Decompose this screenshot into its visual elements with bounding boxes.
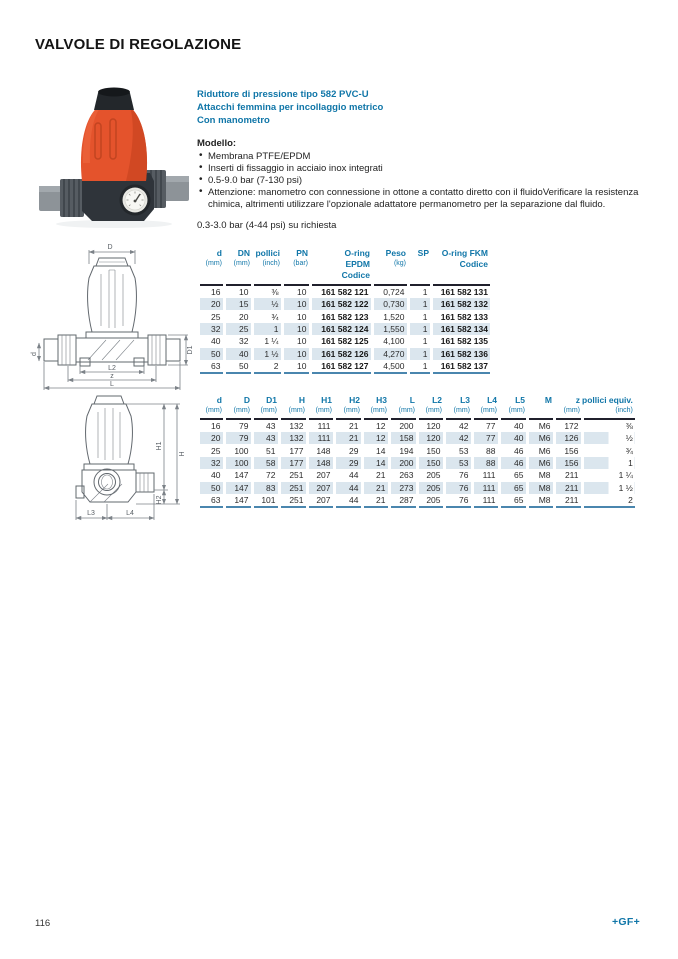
table-cell: 44: [334, 482, 362, 494]
column-header: d (mm): [200, 248, 224, 285]
table-row: [200, 298, 490, 310]
table-cell: 161 582 121: [310, 285, 372, 298]
table-cell: 111: [307, 419, 334, 432]
table-cell: 76: [444, 469, 472, 481]
table-cell: 14: [362, 444, 389, 456]
column-header: O-ring EPDM Codice: [310, 248, 372, 285]
dim-label-D: D: [107, 244, 113, 251]
product-heading-line-2: Attacchi femmina per incollaggio metrico: [197, 102, 384, 113]
table-cell: 10: [282, 360, 310, 373]
table-cell: 111: [472, 482, 499, 494]
table-cell: 10: [282, 310, 310, 322]
table-cell: 1: [408, 323, 431, 335]
table-cell: ½: [582, 432, 635, 444]
table-cell: 251: [279, 482, 307, 494]
dim-label-D1: D1: [187, 345, 194, 355]
table-cell: 20: [200, 432, 224, 444]
table-cell: 207: [307, 482, 334, 494]
table-cell: M6: [527, 432, 554, 444]
table-cell: 10: [224, 285, 252, 298]
table-cell: 53: [444, 457, 472, 469]
table-cell: 25: [211, 311, 221, 322]
table-cell: 161 582 127: [310, 360, 372, 373]
table-cell: 10: [282, 335, 310, 347]
table-cell: 161 582 135: [431, 335, 490, 347]
table-cell: 15: [224, 298, 252, 310]
table-cell: 205: [417, 482, 444, 494]
table-cell: 42: [444, 419, 472, 432]
table-cell: 158: [389, 432, 417, 444]
column-header: z (mm): [554, 395, 582, 419]
table-cell: 111: [472, 469, 499, 481]
table-cell: 2: [252, 360, 282, 373]
table-cell: 287: [389, 494, 417, 507]
dim-label-H2: H2: [156, 495, 163, 505]
table-cell: 16: [211, 287, 221, 297]
table-cell: 207: [307, 469, 334, 481]
table-row: [200, 419, 635, 432]
column-header: H (mm): [279, 395, 307, 419]
model-bullet-list: [197, 151, 645, 211]
table-cell: 40: [499, 419, 527, 432]
column-header: DN (mm): [224, 248, 252, 285]
table-cell: 76: [444, 494, 472, 507]
table-cell: 194: [389, 444, 417, 456]
table-cell: M6: [527, 444, 554, 456]
table-cell: 161 582 126: [310, 348, 372, 360]
table-cell: 161 582 132: [431, 298, 490, 310]
table-cell: 14: [362, 457, 389, 469]
table-cell: M6: [527, 419, 554, 432]
table-cell: 43: [252, 432, 279, 444]
table-cell: 20: [200, 298, 224, 310]
table-cell: 161 582 122: [310, 298, 372, 310]
table-cell: 1: [252, 323, 282, 335]
technical-drawing-side-view: [30, 388, 196, 528]
table-cell: 1: [408, 310, 431, 322]
table-cell: 161 582 137: [431, 360, 490, 373]
table-cell: 29: [334, 457, 362, 469]
table-row: [200, 469, 635, 481]
table-cell: 150: [417, 457, 444, 469]
table-cell: 111: [472, 494, 499, 507]
table-cell: 1: [408, 360, 431, 373]
table-cell: 40: [211, 336, 221, 347]
bullet-item: • Membrana PTFE/EPDM: [197, 151, 645, 163]
table-cell: 0,730: [372, 298, 408, 310]
table-cell: 76: [444, 482, 472, 494]
table-cell: 1: [408, 335, 431, 347]
table-cell: 12: [362, 432, 389, 444]
table-cell: 100: [224, 444, 252, 456]
column-header: PN (bar): [282, 248, 310, 285]
table-cell: ⅜: [582, 419, 635, 432]
column-header: D (mm): [224, 395, 252, 419]
column-header: L (mm): [389, 395, 417, 419]
table-cell: 148: [307, 444, 334, 456]
table-cell: 200: [389, 419, 417, 432]
table-row: [200, 482, 635, 494]
table-cell: 200: [389, 457, 417, 469]
table-cell: 77: [472, 419, 499, 432]
table-cell: 16: [211, 421, 221, 431]
table-cell: 273: [389, 482, 417, 494]
table-cell: M8: [527, 482, 554, 494]
table-cell: 161 582 124: [310, 323, 372, 335]
column-header: L3 (mm): [444, 395, 472, 419]
page-title: VALVOLE DI REGOLAZIONE: [35, 36, 242, 53]
table-cell: 1: [408, 348, 431, 360]
table-cell: M8: [527, 469, 554, 481]
table-cell: 63: [200, 360, 224, 373]
table-cell: 20: [224, 310, 252, 322]
table-row: [200, 494, 635, 507]
product-info: [197, 88, 645, 232]
table-cell: 150: [417, 444, 444, 456]
technical-drawing-front-view: [30, 240, 196, 390]
dim-label-L3: L3: [87, 510, 95, 517]
table-cell: 50: [200, 348, 224, 360]
table-cell: 161 582 136: [431, 348, 490, 360]
table-cell: 29: [334, 444, 362, 456]
on-request-note: 0.3-3.0 bar (4-44 psi) su richiesta: [197, 220, 337, 231]
table-cell: 25: [224, 323, 252, 335]
table-cell: 161 582 125: [310, 335, 372, 347]
dim-label-L2: L2: [108, 365, 116, 372]
table-cell: 32: [224, 335, 252, 347]
column-header: M: [527, 395, 554, 419]
column-header: O-ring FKM Codice: [431, 248, 490, 285]
table-cell: 10: [282, 285, 310, 298]
table-cell: 177: [279, 444, 307, 456]
table-cell: 177: [279, 457, 307, 469]
table-cell: 58: [252, 457, 279, 469]
table-cell: 40: [499, 432, 527, 444]
table-cell: 21: [334, 432, 362, 444]
table-cell: 251: [279, 469, 307, 481]
table-cell: 172: [554, 419, 582, 432]
model-label: Modello:: [197, 138, 237, 149]
table-cell: M6: [527, 457, 554, 469]
table-cell: 1 ½: [252, 348, 282, 360]
table-cell: 147: [224, 469, 252, 481]
product-photo: [38, 82, 190, 232]
table-cell: 83: [252, 482, 279, 494]
column-header: pollici equiv. (inch): [582, 395, 635, 419]
table-cell: 1 ½: [582, 482, 635, 494]
table-cell: 1: [408, 298, 431, 310]
table-cell: 12: [362, 419, 389, 432]
table-cell: 42: [444, 432, 472, 444]
table-cell: 79: [224, 419, 252, 432]
table-cell: 1 ¼: [252, 335, 282, 347]
product-heading-line-1: Riduttore di pressione tipo 582 PVC-U: [197, 89, 369, 100]
table-cell: 4,270: [372, 348, 408, 360]
table-cell: 120: [417, 419, 444, 432]
bullet-item: • 0.5-9.0 bar (7-130 psi): [197, 175, 645, 187]
table-cell: 50: [200, 482, 224, 494]
product-heading-line-3: Con manometro: [197, 115, 270, 126]
bullet-item: • Attenzione: manometro con connessione in ottone a contatto diretto con il fluidoVerificare la resistenza chimica, altrimenti utilizzare l'opzionale adattatore permanometro per la separazione dal fluido.: [197, 187, 645, 211]
table-cell: 21: [334, 419, 362, 432]
table-cell: 40: [211, 470, 221, 481]
page-number: 116: [35, 918, 51, 929]
table-row: [200, 444, 635, 456]
column-header: pollici (inch): [252, 248, 282, 285]
table-cell: 77: [472, 432, 499, 444]
table-cell: M8: [527, 494, 554, 507]
column-header: H2 (mm): [334, 395, 362, 419]
table-cell: 4,500: [372, 360, 408, 373]
table-cell: 46: [499, 457, 527, 469]
table-cell: 101: [252, 494, 279, 507]
table-row: [200, 457, 635, 469]
table-row: [200, 323, 490, 335]
table-cell: 211: [554, 469, 582, 481]
table-cell: 4,100: [372, 335, 408, 347]
table-cell: 21: [362, 469, 389, 481]
table-cell: 32: [200, 457, 224, 469]
table-row: [200, 285, 490, 298]
table-cell: 161 582 131: [431, 285, 490, 298]
table-cell: 205: [417, 469, 444, 481]
table-cell: 63: [200, 494, 224, 507]
dim-label-H1: H1: [156, 441, 163, 451]
table-cell: 205: [417, 494, 444, 507]
table-cell: 148: [307, 457, 334, 469]
table-cell: 44: [334, 469, 362, 481]
table-cell: 147: [224, 482, 252, 494]
column-header: d (mm): [200, 395, 224, 419]
column-header: L2 (mm): [417, 395, 444, 419]
table-cell: 147: [224, 494, 252, 507]
table-cell: ¾: [582, 444, 635, 456]
column-header: SP: [408, 248, 431, 285]
dimensions-table: [200, 395, 635, 508]
table-cell: 72: [252, 469, 279, 481]
table-cell: 161 582 123: [310, 310, 372, 322]
column-header: L5 (mm): [499, 395, 527, 419]
table-row: [200, 335, 490, 347]
ordering-codes-table: [200, 248, 490, 374]
table-cell: 161 582 133: [431, 310, 490, 322]
table-cell: 100: [224, 457, 252, 469]
table-cell: 51: [252, 444, 279, 456]
table-cell: 65: [499, 469, 527, 481]
table-cell: 10: [282, 323, 310, 335]
table-cell: 65: [499, 482, 527, 494]
column-header: D1 (mm): [252, 395, 279, 419]
table-cell: 25: [211, 445, 221, 456]
table-cell: 1: [408, 285, 431, 298]
table-cell: 46: [499, 444, 527, 456]
table-cell: 88: [472, 444, 499, 456]
table-cell: 43: [252, 419, 279, 432]
dim-label-H: H: [179, 451, 186, 457]
table-cell: 263: [389, 469, 417, 481]
table-cell: 132: [279, 432, 307, 444]
dim-label-L: L: [110, 381, 114, 388]
table-cell: 132: [279, 419, 307, 432]
gf-logo: +GF+: [611, 916, 640, 928]
table-cell: 156: [554, 444, 582, 456]
table-cell: 111: [307, 432, 334, 444]
table-cell: 120: [417, 432, 444, 444]
table-cell: 1,550: [372, 323, 408, 335]
table-cell: 1 ¼: [582, 469, 635, 481]
table-cell: 251: [279, 494, 307, 507]
table-cell: 10: [282, 298, 310, 310]
dim-label-d: d: [31, 352, 38, 356]
table-cell: 211: [554, 482, 582, 494]
dim-label-L4: L4: [126, 510, 134, 517]
table-cell: 10: [282, 348, 310, 360]
table-cell: 44: [334, 494, 362, 507]
table-row: [200, 310, 490, 322]
table-row: [200, 348, 490, 360]
table-cell: 79: [224, 432, 252, 444]
table-cell: 53: [444, 444, 472, 456]
table-cell: 50: [224, 360, 252, 373]
table-cell: 0,724: [372, 285, 408, 298]
table-row: [200, 432, 635, 444]
column-header: Peso (kg): [372, 248, 408, 285]
column-header: L4 (mm): [472, 395, 499, 419]
table-cell: 161 582 134: [431, 323, 490, 335]
table-row: [200, 360, 490, 373]
table-cell: 40: [224, 348, 252, 360]
bullet-item: • Inserti di fissaggio in acciaio inox integrati: [197, 163, 645, 175]
table-cell: 2: [582, 494, 635, 507]
table-cell: 1: [582, 457, 635, 469]
table-cell: 156: [554, 457, 582, 469]
table-cell: 32: [200, 323, 224, 335]
table-cell: 88: [472, 457, 499, 469]
column-header: H1 (mm): [307, 395, 334, 419]
table-cell: 126: [554, 432, 582, 444]
table-cell: 21: [362, 494, 389, 507]
dim-label-z: z: [110, 373, 114, 380]
column-header: H3 (mm): [362, 395, 389, 419]
table-cell: ½: [252, 298, 282, 310]
table-cell: 65: [499, 494, 527, 507]
table-cell: ¾: [252, 310, 282, 322]
table-cell: 207: [307, 494, 334, 507]
table-cell: 211: [554, 494, 582, 507]
table-cell: 1,520: [372, 310, 408, 322]
table-cell: 21: [362, 482, 389, 494]
table-cell: ⅜: [252, 285, 282, 298]
